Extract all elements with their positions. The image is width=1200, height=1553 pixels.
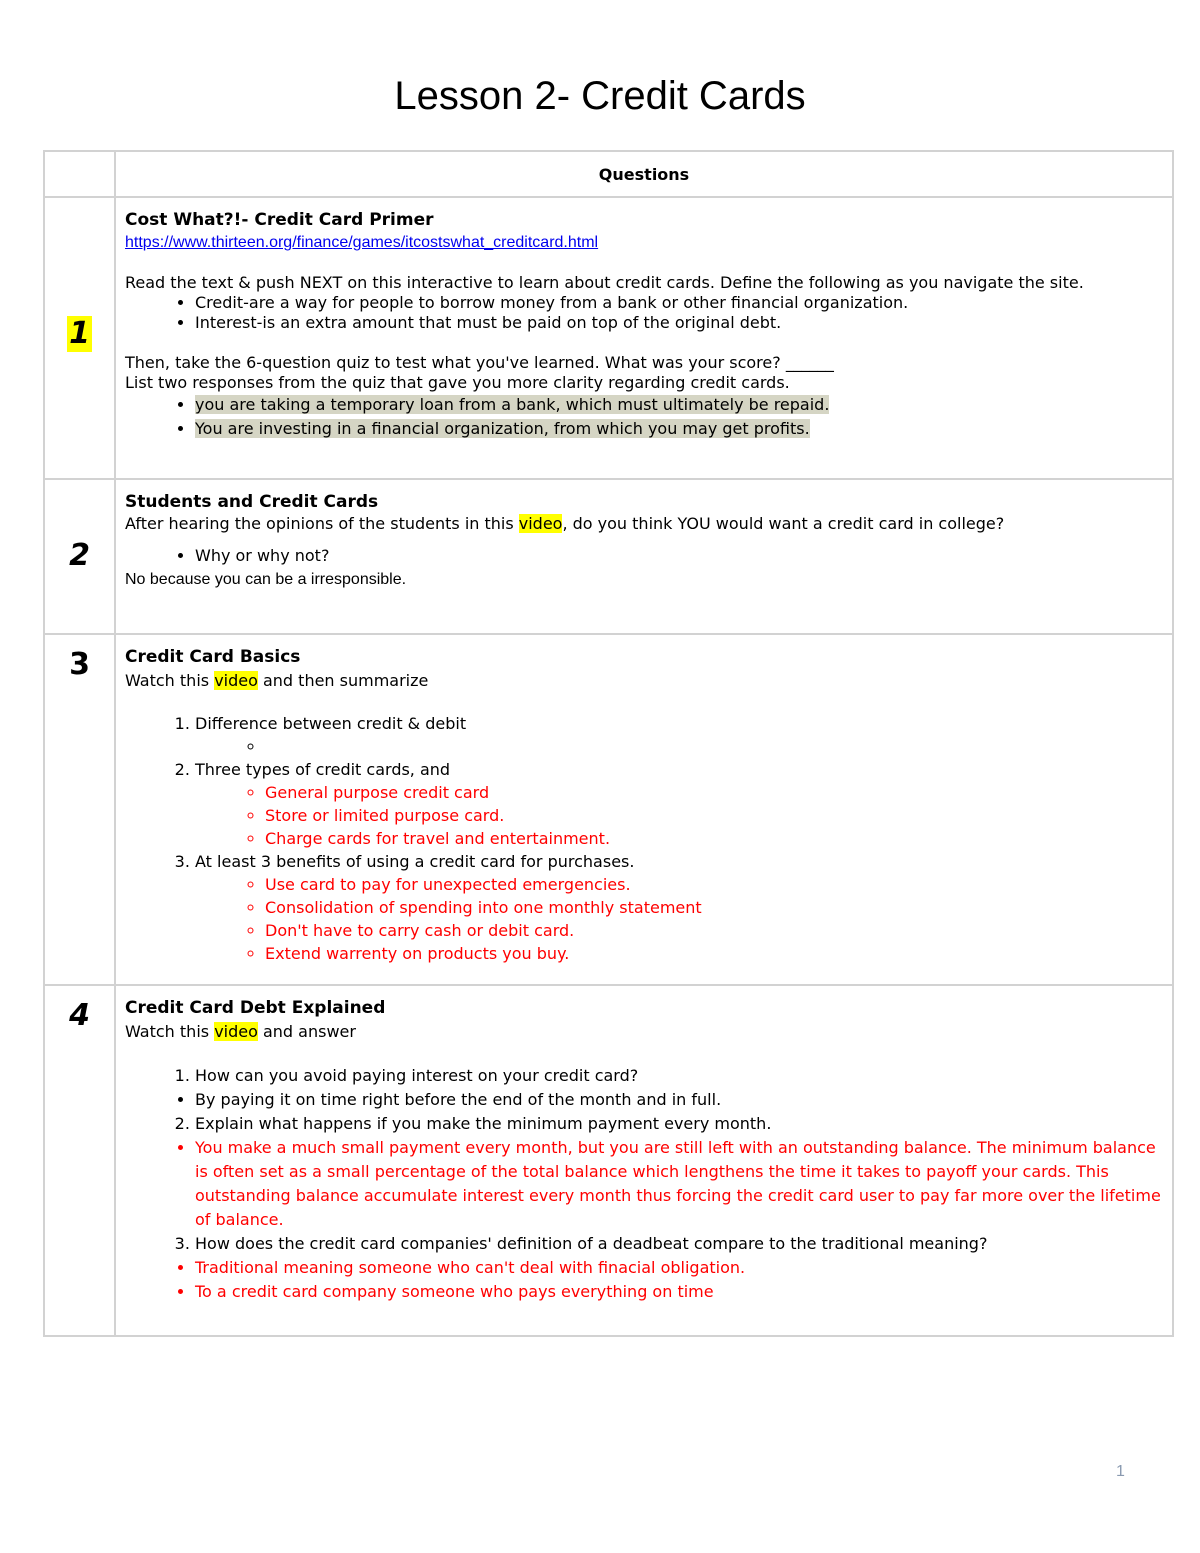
question-row-1 xyxy=(44,197,1173,479)
quiz-prompt: Then, take the 6-question quiz to test what you've learned. What was your score? ______ xyxy=(125,353,834,372)
question-prompt xyxy=(125,1020,1164,1044)
summary-list xyxy=(125,712,1164,965)
list-item: ◦ Charge cards for travel and entertainment. xyxy=(265,827,1164,850)
question-row-2 xyxy=(44,479,1173,634)
prompt-text: and then summarize xyxy=(257,671,429,690)
list-item: • By paying it on time right before the end of the month and in full. xyxy=(195,1088,1164,1112)
list-item: ◦ Consolidation of spending into one monthly statement xyxy=(265,896,1164,919)
number-header-cell xyxy=(44,151,115,197)
question-number: 1 xyxy=(69,316,90,351)
list-item: • To a credit card company someone who pays everything on time xyxy=(195,1280,1164,1304)
page-title: Lesson 2- Credit Cards xyxy=(394,74,806,118)
question-prompt xyxy=(125,514,1164,534)
prompt-text: , do you think YOU would want a credit card in college? xyxy=(562,514,1005,533)
answer-list xyxy=(125,1256,1164,1304)
question-list xyxy=(125,1064,1164,1088)
prompt-text: Watch this xyxy=(125,671,215,690)
highlighted-response: You are investing in a financial organization, from which you may get profits. xyxy=(195,419,810,438)
question-number: 2 xyxy=(69,538,90,573)
list-item: • Why or why not? xyxy=(195,546,1164,566)
question-prompt xyxy=(125,669,1164,692)
question-row-4 xyxy=(44,985,1173,1336)
question-content xyxy=(115,197,1173,479)
question-row-3 xyxy=(44,634,1173,985)
item-text: Difference between credit & debit xyxy=(195,714,467,733)
list-item: ◦ Extend warrenty on products you buy. xyxy=(265,942,1164,965)
primer-link[interactable]: https://www.thirteen.org/finance/games/itcostswhat_creditcard.html xyxy=(125,234,599,251)
list-item xyxy=(195,758,1164,850)
question-heading: Credit Card Debt Explained xyxy=(125,998,386,1018)
list-prompt: List two responses from the quiz that gave you more clarity regarding credit cards. xyxy=(125,373,790,392)
list-item xyxy=(195,850,1164,965)
answer-list xyxy=(195,735,1164,758)
question-content xyxy=(115,479,1173,634)
list-item xyxy=(195,417,1164,441)
list-item: 2. Explain what happens if you make the minimum payment every month. xyxy=(195,1112,1164,1136)
prompt-text: Watch this xyxy=(125,1022,215,1041)
highlighted-response: you are taking a temporary loan from a bank, which must ultimately be repaid. xyxy=(195,395,830,414)
list-item: • Interest-is an extra amount that must be paid on top of the original debt. xyxy=(195,313,1164,333)
list-item: ◦ Use card to pay for unexpected emergencies. xyxy=(265,873,1164,896)
question-number-cell xyxy=(44,634,115,985)
questions-header: Questions xyxy=(115,151,1173,197)
lesson-table xyxy=(43,150,1174,1337)
question-content xyxy=(115,985,1173,1336)
list-item: • Traditional meaning someone who can't deal with finacial obligation. xyxy=(195,1256,1164,1280)
item-text: Three types of credit cards, and xyxy=(195,760,451,779)
video-link[interactable]: video xyxy=(214,671,258,690)
answer-list xyxy=(195,873,1164,965)
question-number: 3 xyxy=(69,647,90,682)
list-item: 3. How does the credit card companies' definition of a deadbeat compare to the traditional meaning? xyxy=(195,1232,1164,1256)
prompt-text: After hearing the opinions of the students in this xyxy=(125,514,519,533)
list-item xyxy=(195,712,1164,758)
question-number-cell xyxy=(44,479,115,634)
list-item: ◦ Store or limited purpose card. xyxy=(265,804,1164,827)
list-item: • You make a much small payment every month, but you are still left with an outstanding balance. The minimum balance is often set as a small percentage of the total balance which lengthens the time it takes to payoff your cards. This outstanding balance accumulate interest every month thus forcing the credit card user to pay far more over the lifetime of balance. xyxy=(195,1136,1164,1232)
question-list xyxy=(125,1112,1164,1136)
question-heading: Cost What?!- Credit Card Primer xyxy=(125,210,434,230)
item-text: At least 3 benefits of using a credit card for purchases. xyxy=(195,852,635,871)
list-item: • Credit-are a way for people to borrow money from a bank or other financial organization. xyxy=(195,293,1164,313)
table-header-row xyxy=(44,151,1173,197)
responses-list xyxy=(125,393,1164,441)
bullet-list xyxy=(125,546,1164,566)
question-heading: Students and Credit Cards xyxy=(125,492,379,512)
prompt-text: and answer xyxy=(257,1022,356,1041)
list-item: ◦ General purpose credit card xyxy=(265,781,1164,804)
answer-list xyxy=(125,1088,1164,1112)
list-item xyxy=(195,393,1164,417)
question-number: 4 xyxy=(69,998,90,1033)
question-heading: Credit Card Basics xyxy=(125,647,301,667)
page-number: 1 xyxy=(1116,1463,1125,1480)
question-number-cell xyxy=(44,985,115,1336)
question-number-cell xyxy=(44,197,115,479)
video-link[interactable]: video xyxy=(518,514,563,533)
answer-list xyxy=(125,1136,1164,1232)
list-item: ◦ Don't have to carry cash or debit card. xyxy=(265,919,1164,942)
answer-list xyxy=(195,781,1164,850)
list-item: 1. How can you avoid paying interest on your credit card? xyxy=(195,1064,1164,1088)
list-item xyxy=(265,735,1164,758)
question-list xyxy=(125,1232,1164,1256)
video-link[interactable]: video xyxy=(214,1022,258,1041)
instructions-text: Read the text & push NEXT on this interactive to learn about credit cards. Define the following as you navigate the site. xyxy=(125,273,1084,292)
definitions-list xyxy=(125,293,1164,333)
student-answer: No because you can be a irresponsible. xyxy=(125,571,407,588)
question-content xyxy=(115,634,1173,985)
